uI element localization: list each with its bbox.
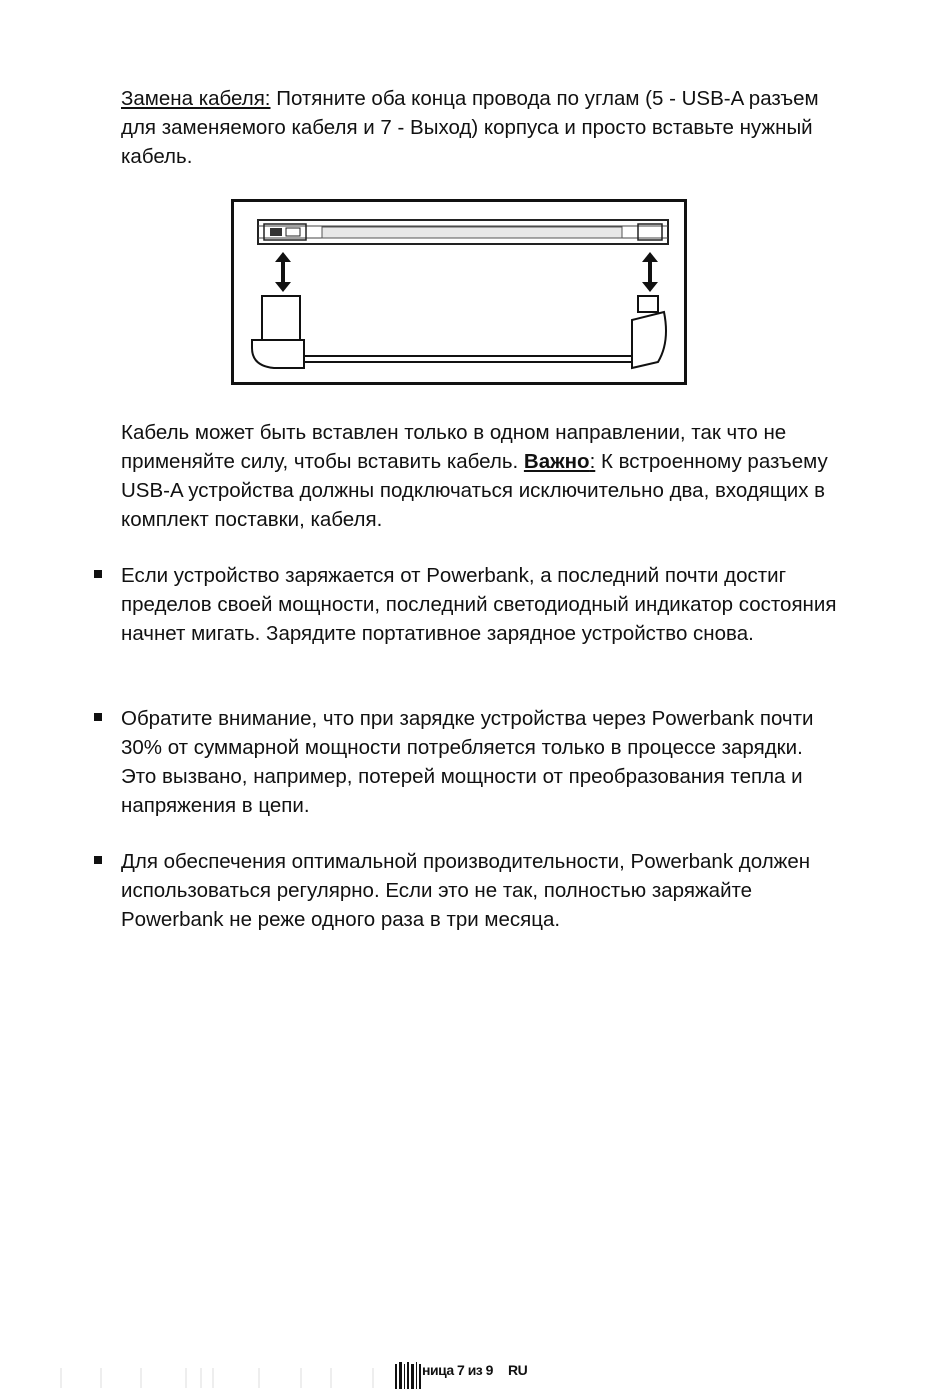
scan-artifact <box>212 1368 214 1388</box>
bullet-square-icon <box>94 713 102 721</box>
scan-artifact <box>300 1368 302 1388</box>
barcode-icon <box>395 1362 421 1389</box>
bullet-square-icon <box>94 570 102 578</box>
cable-note-text-before: Кабель может быть вставлен только в одном направлении, так что не применяйте силу, чтобы вставить кабель. <box>121 421 787 473</box>
cable-note-paragraph <box>121 418 841 534</box>
page-number: ница 7 из 9 <box>422 1362 493 1378</box>
scan-artifact <box>185 1368 187 1388</box>
bullet-item: Обратите внимание, что при зарядке устройства через Powerbank почти 30% от суммарной мощности потребляется только в процессе зарядки. Это вызвано, например, потерей мощности от преобразования тепла и напряжения в цепи. <box>121 707 814 817</box>
bullet-square-icon <box>94 856 102 864</box>
scan-artifact <box>60 1368 62 1388</box>
scan-artifact <box>372 1368 374 1388</box>
intro-text: Потяните оба конца провода по углам (5 - USB-A разъем для заменяемого кабеля и 7 - Выход) корпуса и просто вставьте нужный кабель. <box>121 87 819 168</box>
bullet-item: Если устройство заряжается от Powerbank, а последний почти достиг пределов своей мощности, последний светодиодный индикатор состояния начнет мигать. Зарядите портативное зарядное устройство снова. <box>121 564 837 645</box>
scan-artifact <box>258 1368 260 1388</box>
intro-label: Замена кабеля: <box>121 87 271 110</box>
important-colon: : <box>589 450 596 473</box>
scan-artifact <box>200 1368 202 1388</box>
scan-artifact <box>100 1368 102 1388</box>
bullet-item: Для обеспечения оптимальной производительности, Powerbank должен использоваться регулярно. Если это не так, полностью заряжайте Powerbank не реже одного раза в три месяца. <box>121 850 811 931</box>
scan-artifact <box>140 1368 142 1388</box>
powerbank-diagram-icon <box>234 202 684 382</box>
cable-note-text-after: К встроенному разъему USB-A устройства должны подключаться исключительно два, входящих в комплект поставки, кабеля. <box>121 450 828 531</box>
intro-paragraph <box>121 84 841 171</box>
important-label: Важно <box>523 450 590 473</box>
cable-replacement-figure <box>231 199 687 385</box>
page-footer <box>0 1358 950 1389</box>
scan-artifact <box>330 1368 332 1388</box>
language-code: RU <box>508 1362 528 1378</box>
